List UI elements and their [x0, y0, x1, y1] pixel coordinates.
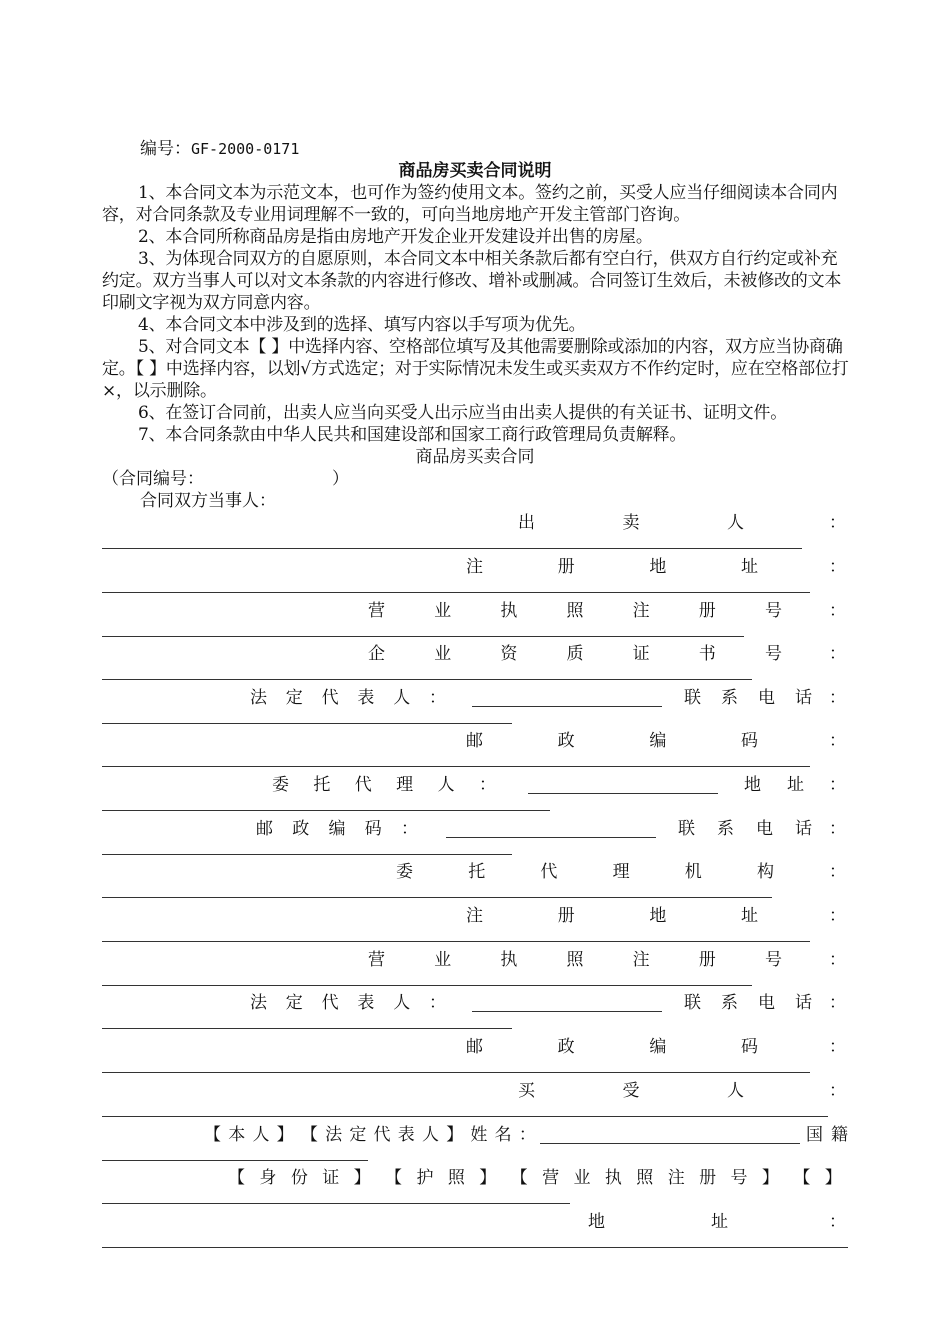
label-char: 定 — [285, 688, 303, 708]
label-char: 构 — [756, 862, 774, 882]
label-char: 号 — [764, 950, 782, 970]
agency-license-input-line[interactable] — [102, 985, 752, 986]
label-char: 联 — [678, 819, 695, 839]
notes-title: 商品房买卖合同说明 — [398, 161, 552, 181]
label-char: 地 — [588, 1212, 605, 1232]
agency-postcode-colon: ： — [829, 1037, 846, 1057]
label-char: 执 — [500, 950, 518, 970]
label-char: 址 — [740, 906, 758, 926]
label-char: 址 — [740, 557, 758, 577]
note-7: 7、本合同条款由中华人民共和国建设部和国家工商行政管理局负责解释。 — [138, 425, 687, 445]
label-char: 卖 — [622, 513, 640, 533]
label-char: 定 — [285, 993, 303, 1013]
label-char: 系 — [717, 819, 734, 839]
label-char: 质 — [566, 644, 584, 664]
label-char: 】 — [824, 1168, 842, 1188]
label-char: 话 — [795, 993, 812, 1013]
label-char: 【 — [228, 1168, 245, 1188]
label-char: 系 — [721, 993, 738, 1013]
label-char: 邮 — [466, 731, 483, 751]
label-char: 编 — [649, 1037, 667, 1057]
label-char: 买 — [518, 1081, 535, 1101]
note-2: 2、本合同所称商品房是指由房地产开发企业开发建设并出售的房屋。 — [138, 227, 653, 247]
note-6: 6、在签订合同前，出卖人应当向买受人出示应当由出卖人提供的有关证书、证明文件。 — [138, 403, 788, 423]
note-4: 4、本合同文本中涉及到的选择、填写内容以手写项为优先。 — [138, 315, 586, 335]
label-char: 】 — [446, 1125, 464, 1145]
label-char: 【 — [385, 1168, 403, 1188]
label-char: 表 — [357, 993, 375, 1013]
label-char: 法 — [250, 688, 267, 708]
license-no-input-line[interactable] — [102, 636, 744, 637]
label-char: 照 — [566, 950, 584, 970]
label-char: 地 — [649, 557, 667, 577]
label-char: 执 — [500, 601, 518, 621]
label-char: 系 — [721, 688, 738, 708]
label-char: 【 — [510, 1168, 528, 1188]
label-char: 政 — [557, 1037, 575, 1057]
label-char: ： — [518, 1125, 536, 1145]
agency-legal-rep-label — [250, 992, 446, 1014]
label-char: 电 — [756, 819, 773, 839]
agent-phone-colon: ： — [829, 819, 846, 839]
label-char: 定 — [349, 1125, 367, 1145]
contract-title: 商品房买卖合同 — [415, 447, 535, 467]
label-char: 注 — [632, 601, 650, 621]
label-char: 人 — [252, 1125, 270, 1145]
label-char: 号 — [730, 1168, 748, 1188]
label-char: 】 — [276, 1125, 294, 1145]
note-5: 5、对合同文本【 】中选择内容、空格部位填写及其他需要删除或添加的内容，双方应当协商确定。【 】中选择内容，以划√方式选定；对于实际情况未发生或买卖双方不作约定时，应在空格部位打×，以示删除。 — [102, 337, 849, 401]
reg-address-label — [466, 556, 758, 578]
label-char: 人 — [393, 993, 411, 1013]
agent-phone-label — [678, 818, 812, 840]
label-char: ： — [428, 993, 446, 1013]
label-char: 证 — [632, 644, 650, 664]
label-char: 表 — [397, 1125, 415, 1145]
legal-rep-input-line[interactable] — [472, 706, 662, 707]
label-char: 注 — [466, 557, 483, 577]
license-no-label — [368, 600, 782, 622]
agency-colon: ： — [829, 862, 846, 882]
id-number-input-line[interactable] — [102, 1203, 570, 1204]
label-char: 地 — [744, 775, 761, 795]
parties-label: 合同双方当事人： — [140, 491, 276, 511]
label-char: 地 — [649, 906, 667, 926]
agency-label — [396, 861, 774, 883]
label-char: 话 — [795, 688, 812, 708]
label-char: 人 — [393, 688, 411, 708]
qualification-label — [368, 643, 782, 665]
label-char: 照 — [636, 1168, 654, 1188]
label-char: ： — [478, 775, 496, 795]
label-char: 编 — [328, 819, 346, 839]
label-char: 【 — [204, 1125, 221, 1145]
label-char: 号 — [764, 601, 782, 621]
label-char: 码 — [364, 819, 382, 839]
label-char: 籍 — [831, 1125, 848, 1145]
label-char: 业 — [434, 950, 452, 970]
label-char: 电 — [758, 993, 775, 1013]
agency-reg-address-input-line[interactable] — [102, 941, 810, 942]
agency-reg-address-label — [466, 905, 758, 927]
buyer-colon: ： — [829, 1081, 846, 1101]
label-char: 邮 — [466, 1037, 483, 1057]
label-char: 身 — [259, 1168, 277, 1188]
label-char: 份 — [290, 1168, 308, 1188]
label-char: 护 — [416, 1168, 434, 1188]
label-char: 码 — [740, 731, 758, 751]
document-number-value: GF-2000-0171 — [191, 140, 300, 158]
label-char: 代 — [540, 862, 558, 882]
label-char: 人 — [727, 1081, 744, 1101]
label-char: 代 — [321, 993, 339, 1013]
note-1: 1、本合同文本为示范文本，也可作为签约使用文本。签约之前，买受人应当仔细阅读本合同内容，对合同条款及专业用词理解不一致的，可向当地房地产开发主管部门咨询。 — [102, 183, 838, 225]
agent-address-input-line[interactable] — [102, 810, 550, 811]
label-char: 证 — [322, 1168, 340, 1188]
label-char: 】 — [479, 1168, 497, 1188]
label-char: 本 — [228, 1125, 246, 1145]
buyer-address-colon: ： — [829, 1212, 846, 1232]
label-char: 编 — [649, 731, 667, 751]
postcode-colon: ： — [829, 731, 846, 751]
label-char: 理 — [612, 862, 630, 882]
legal-rep-phone-label — [684, 687, 812, 709]
label-char: 代 — [354, 775, 372, 795]
document-number-label: 编号： — [140, 139, 191, 159]
label-char: 代 — [373, 1125, 391, 1145]
label-char: 姓 — [470, 1125, 488, 1145]
label-char: 册 — [557, 906, 575, 926]
qualification-colon: ： — [829, 644, 846, 664]
label-char: 电 — [758, 688, 775, 708]
agent-address-label — [744, 774, 804, 796]
seller-input-line[interactable] — [102, 548, 802, 549]
label-char: ： — [401, 819, 418, 839]
label-char: 理 — [396, 775, 414, 795]
postcode-label — [466, 730, 758, 752]
agent-phone-input-line[interactable] — [102, 854, 512, 855]
label-char: 册 — [557, 557, 575, 577]
label-char: 营 — [542, 1168, 560, 1188]
label-char: 代 — [321, 688, 339, 708]
agency-postcode-label — [466, 1036, 758, 1058]
label-char: 资 — [500, 644, 518, 664]
label-char: 注 — [632, 950, 650, 970]
buyer-address-input-line[interactable] — [102, 1247, 848, 1248]
label-char: 注 — [667, 1168, 685, 1188]
label-char: 委 — [272, 775, 289, 795]
document-number — [140, 138, 299, 160]
label-char: 政 — [557, 731, 575, 751]
label-char: 法 — [325, 1125, 343, 1145]
contract-number-open: （合同编号： — [102, 469, 204, 489]
agent-input-line[interactable] — [528, 793, 718, 794]
label-char: 照 — [447, 1168, 465, 1188]
label-char: 托 — [313, 775, 331, 795]
agency-phone-label — [684, 992, 812, 1014]
label-char: 册 — [698, 950, 716, 970]
label-char: 册 — [698, 601, 716, 621]
nationality-input-line[interactable] — [102, 1160, 368, 1161]
buyer-name-label — [204, 1124, 536, 1146]
label-char: 委 — [396, 862, 413, 882]
reg-address-colon: ： — [829, 557, 846, 577]
label-char: 【 — [300, 1125, 318, 1145]
label-char: 注 — [466, 906, 483, 926]
label-char: ： — [428, 688, 446, 708]
label-char: 机 — [684, 862, 702, 882]
label-char: 【 — [793, 1168, 811, 1188]
label-char: 执 — [604, 1168, 622, 1188]
seller-label — [518, 512, 744, 534]
label-char: 营 — [368, 601, 385, 621]
agent-postcode-label — [256, 818, 418, 840]
buyer-input-line[interactable] — [102, 1116, 828, 1117]
label-char: 邮 — [256, 819, 273, 839]
license-no-colon: ： — [829, 601, 846, 621]
label-char: 表 — [357, 688, 375, 708]
qualification-input-line[interactable] — [102, 679, 752, 680]
label-char: 业 — [434, 601, 452, 621]
label-char: 国 — [806, 1125, 823, 1145]
postcode-input-line[interactable] — [102, 766, 810, 767]
label-char: 照 — [566, 601, 584, 621]
agency-legal-rep-input-line[interactable] — [472, 1011, 662, 1012]
id-type-options[interactable] — [228, 1167, 842, 1189]
agency-input-line[interactable] — [102, 897, 772, 898]
label-char: 册 — [699, 1168, 717, 1188]
label-char: 书 — [698, 644, 716, 664]
label-char: 法 — [250, 993, 267, 1013]
agency-license-label — [368, 949, 782, 971]
label-char: 话 — [795, 819, 812, 839]
label-char: 托 — [468, 862, 486, 882]
label-char: 】 — [353, 1168, 371, 1188]
agent-postcode-input-line[interactable] — [446, 837, 656, 838]
legal-rep-label — [250, 687, 446, 709]
label-char: 人 — [727, 513, 744, 533]
agent-label — [272, 774, 496, 796]
reg-address-input-line[interactable] — [102, 592, 810, 593]
label-char: 营 — [368, 950, 385, 970]
agency-phone-input-line[interactable] — [102, 1028, 512, 1029]
buyer-address-label — [588, 1211, 728, 1233]
buyer-name-input-line[interactable] — [540, 1143, 800, 1144]
label-char: 】 — [761, 1168, 779, 1188]
label-char: 址 — [787, 775, 804, 795]
label-char: 联 — [684, 688, 701, 708]
label-char: 联 — [684, 993, 701, 1013]
legal-rep-phone-colon: ： — [829, 688, 846, 708]
nationality-label — [806, 1124, 848, 1146]
legal-rep-phone-input-line[interactable] — [102, 723, 512, 724]
label-char: 企 — [368, 644, 385, 664]
label-char: 出 — [518, 513, 535, 533]
seller-colon: ： — [829, 513, 846, 533]
label-char: 址 — [711, 1212, 728, 1232]
label-char: 码 — [740, 1037, 758, 1057]
agency-license-colon: ： — [829, 950, 846, 970]
label-char: 业 — [434, 644, 452, 664]
note-3: 3、为体现合同双方的自愿原则，本合同文本中相关条款后都有空白行，供双方自行约定或补充约定。双方当事人可以对文本条款的内容进行修改、增补或删减。合同签订生效后，未被修改的文本印刷文字视为双方同意内容。 — [102, 249, 842, 313]
agent-address-colon: ： — [829, 775, 846, 795]
label-char: 业 — [573, 1168, 591, 1188]
label-char: 人 — [437, 775, 455, 795]
label-char: 政 — [292, 819, 310, 839]
agency-phone-colon: ： — [829, 993, 846, 1013]
buyer-label — [518, 1080, 744, 1102]
label-char: 受 — [622, 1081, 640, 1101]
label-char: 人 — [421, 1125, 439, 1145]
label-char: 号 — [764, 644, 782, 664]
agency-reg-address-colon: ： — [829, 906, 846, 926]
agency-postcode-input-line[interactable] — [102, 1072, 810, 1073]
label-char: 名 — [494, 1125, 512, 1145]
contract-number-close: ） — [332, 469, 349, 489]
